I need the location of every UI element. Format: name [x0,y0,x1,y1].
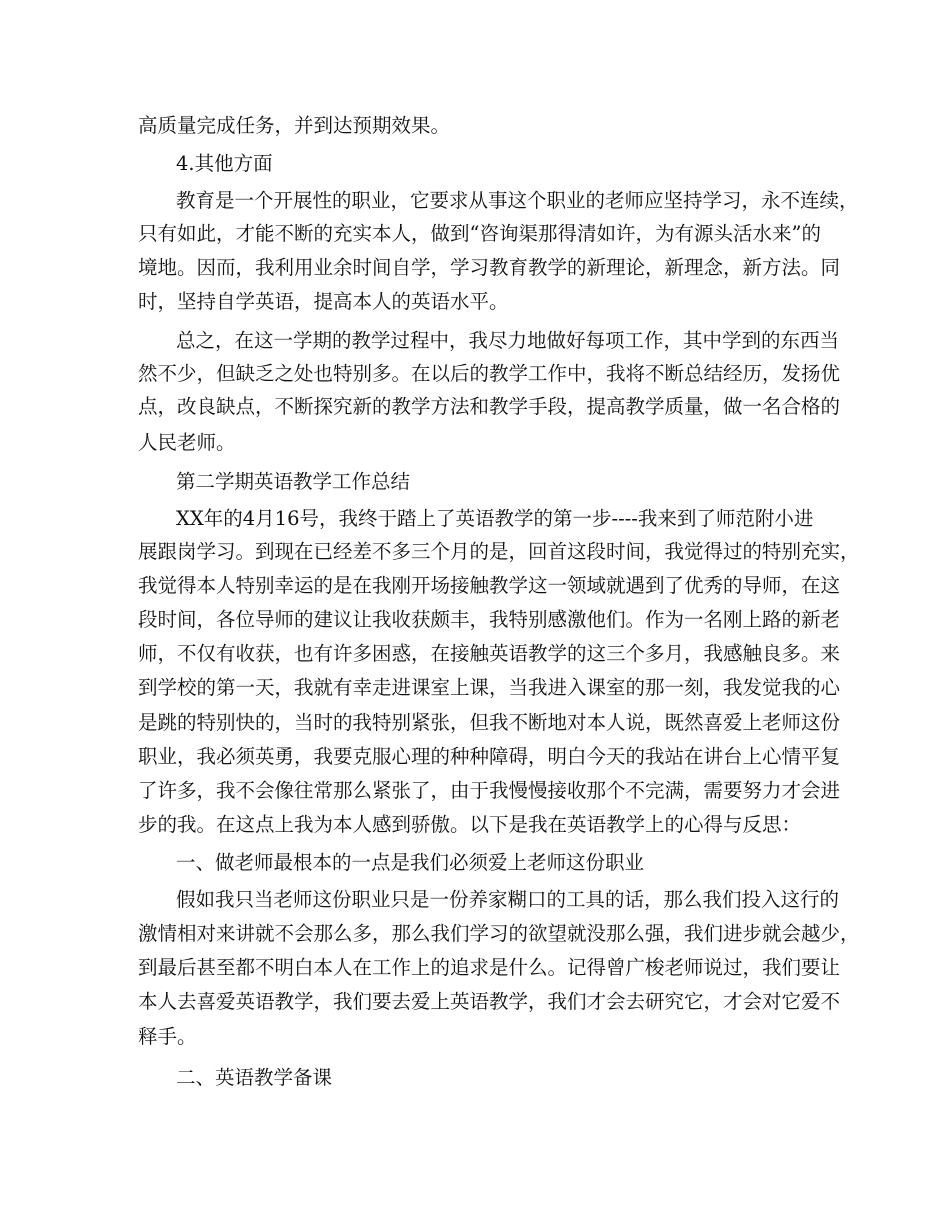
paragraph-line: 时，坚持自学英语，提高本人的英语水平。 [138,290,509,313]
paragraph-line: 总之，在这一学期的教学过程中，我尽力地做好每项工作，其中学到的东西当 [176,329,840,352]
paragraph-line: 境地。因而，我利用业余时间自学，学习教育教学的新理论，新理念，新方法。同 [138,256,841,279]
paragraph-line: 段时间，各位导师的建议让我收获颇丰，我特别感激他们。作为一名刚上路的新老 [138,608,841,631]
paragraph-line: 到学校的第一天，我就有幸走进课室上课，当我进入课室的那一刻，我发觉我的心 [138,676,841,699]
paragraph-line: 了许多，我不会像往常那么紧张了，由于我慢慢接收那个不完满，需要努力才会进 [138,779,841,802]
section-heading-other-aspects: 4.其他方面 [176,152,273,175]
paragraph-line: 是跳的特别快的，当时的我特别紧张，但我不断地对本人说，既然喜爱上老师这份 [138,711,841,734]
paragraph-line: 教育是一个开展性的职业，它要求从事这个职业的老师应坚持学习，永不连续， [176,189,859,212]
section-heading-lesson-prep: 二、英语教学备课 [176,1066,333,1089]
paragraph-line: 假如我只当老师这份职业只是一份养家糊口的工具的话，那么我们投入这行的 [176,888,840,911]
paragraph-line: 展跟岗学习。到现在已经差不多三个月的是，回首这段时间，我觉得过的特别充实， [138,540,860,563]
paragraph-line: 职业，我必须英勇，我要克服心理的种种障碍，明白今天的我站在讲台上心情平复 [138,745,841,768]
section-heading-love-profession: 一、做老师最根本的一点是我们必须爱上老师这份职业 [176,851,645,874]
paragraph-line: 释手。 [138,1025,197,1048]
paragraph-line: 高质量完成任务，并到达预期效果。 [138,114,451,137]
paragraph-line: 师，不仅有收获，也有许多困惑，在接触英语教学的这三个多月，我感触良多。来 [138,642,841,665]
paragraph-line: 只有如此，才能不断的充实本人，做到“咨询渠那得清如许，为有源头活水来”的 [138,222,821,245]
paragraph-line: 到最后甚至都不明白本人在工作上的追求是什么。记得曾广梭老师说过，我们要让 [138,956,841,979]
paragraph-line: 人民老师。 [138,431,236,454]
paragraph-line: 步的我。在这点上我为本人感到骄傲。以下是我在英语教学上的心得与反思： [138,813,802,836]
paragraph-line: 本人去喜爱英语教学，我们要去爱上英语教学，我们才会去研究它，才会对它爱不 [138,990,841,1013]
paragraph-line: 点，改良缺点，不断探究新的教学方法和教学手段，提高教学质量，做一名合格的 [138,395,841,418]
paragraph-line: XX年的4月16号，我终于踏上了英语教学的第一步----我来到了师范附小进 [176,507,814,530]
paragraph-line: 然不少，但缺乏之处也特别多。在以后的教学工作中，我将不断总结经历，发扬优 [138,362,841,385]
document-subtitle: 第二学期英语教学工作总结 [176,470,411,493]
paragraph-line: 激情相对来讲就不会那么多，那么我们学习的欲望就没那么强，我们进步就会越少， [138,922,860,945]
paragraph-line: 我觉得本人特别幸运的是在我刚开场接触教学这一领域就遇到了优秀的导师，在这 [138,574,841,597]
